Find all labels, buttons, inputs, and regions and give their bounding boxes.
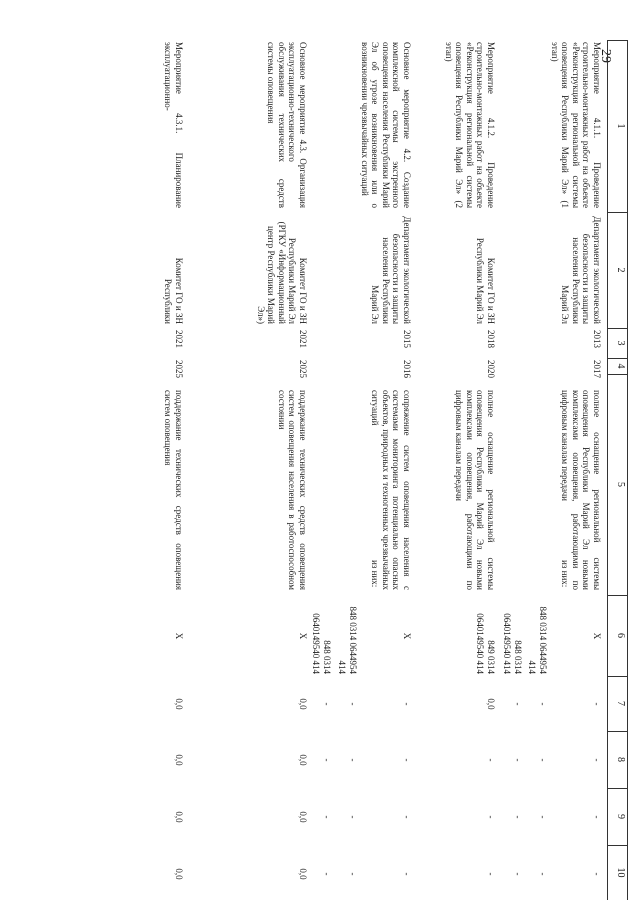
row3-col7-code1: - (348, 702, 358, 706)
row3-col8-total: - (402, 758, 412, 762)
header-bottom-border (607, 40, 608, 900)
header-col-7: 7 (615, 701, 626, 706)
row2-responsible: Комитет ГО и ЗН Республики Марий Эл (475, 237, 496, 324)
row4-expected-result: поддержание технических средств оповещения систем оповещения населения в работоспособном состоянии (277, 390, 308, 590)
row1-col10-code2: - (513, 872, 523, 876)
header-col-2: 2 (615, 267, 626, 273)
row1-label-of-which: из них: (560, 560, 570, 588)
row5-event-name: Мероприятие 4.3.1. Планирование эксплуатационно- (163, 42, 184, 208)
header-col-4: 4 (615, 363, 626, 369)
header-col-5: 5 (615, 482, 626, 487)
row3-expected-result: сопряжение систем оповещения населения с системами мониторинга потенциально опасных объектов, природных и техногенных чрезвычайных ситуаций (370, 390, 412, 590)
row3-col9-code1: - (348, 815, 358, 819)
row1-cost-x: X (592, 632, 602, 640)
row3-cost-x: X (402, 632, 412, 640)
row3-label-of-which: из них: (370, 560, 380, 588)
header-col-10: 10 (615, 867, 626, 878)
row2-budget-code: 849 0314 0640149540 414 (475, 613, 496, 674)
row1-col7-total: - (592, 702, 602, 706)
row4-year-end: 2025 (298, 360, 308, 378)
row2-col10-value: - (486, 872, 496, 876)
header-col-3: 3 (615, 340, 626, 346)
data-table (128, 40, 628, 900)
row3-col10-code1: - (348, 872, 358, 876)
row1-col7-code2: - (513, 702, 523, 706)
table-top-border (627, 40, 628, 900)
header-col-8: 8 (615, 757, 626, 762)
row5-col9-value: 0,0 (174, 811, 184, 823)
row3-col7-total: - (402, 702, 412, 706)
row4-event-name: Основное мероприятие 4.3. Организация эксплуатационно-технического обслуживания технических средств системы оповещения (266, 42, 308, 208)
row4-col10-value: 0,0 (298, 868, 308, 880)
row3-budget-code-1: 848 0314 0644954 414 (337, 606, 358, 674)
row1-col7-code1: - (538, 702, 548, 706)
header-col-1: 1 (615, 123, 626, 129)
row5-year-end: 2025 (174, 360, 184, 378)
row4-year-start: 2021 (298, 330, 308, 348)
row4-responsible: Комитет ГО и ЗН Республики Марий Эл (РГКУ «Информационный центр Республики Марий Эл») (256, 221, 308, 324)
row3-col7-code2: - (322, 702, 332, 706)
row4-col7-value: 0,0 (298, 698, 308, 710)
row1-col9-code1: - (538, 815, 548, 819)
row2-event-name: Мероприятие 4.1.2. Проведение строительно-монтажных работ на объекте «Реконструкция региональной системы оповещения Республики Марий Эл» (2 этап) (444, 42, 496, 208)
row4-col9-value: 0,0 (298, 811, 308, 823)
row1-col10-total: - (592, 872, 602, 876)
row2-year-end: 2020 (486, 360, 496, 378)
row5-cost-x: X (174, 632, 184, 640)
row3-col8-code2: - (322, 758, 332, 762)
row5-responsible: Комитет ГО и ЗН Республики (163, 257, 184, 324)
row1-responsible: Департамент экологической безопасности и защиты населения Республики Марий Эл (560, 216, 602, 324)
row3-col10-total: - (402, 872, 412, 876)
row1-col9-code2: - (513, 815, 523, 819)
row3-year-end: 2016 (402, 360, 412, 378)
row2-year-start: 2018 (486, 330, 496, 348)
row3-col10-code2: - (322, 872, 332, 876)
row3-col9-total: - (402, 815, 412, 819)
header-col-6: 6 (615, 633, 626, 638)
row2-col7-value: 0,0 (486, 698, 496, 710)
row1-year-end: 2017 (592, 360, 602, 378)
row2-col8-value: - (486, 758, 496, 762)
row3-col9-code2: - (322, 815, 332, 819)
row4-cost-x: X (298, 632, 308, 640)
row1-budget-code-1: 848 0314 0644954 414 (527, 606, 548, 674)
row1-col8-total: - (592, 758, 602, 762)
row1-col8-code2: - (513, 758, 523, 762)
row1-expected-result: полное оснащение региональной системы оповещения Республики Марий Эл новыми комплексами оповещения, работающими по цифровым каналам передачи (560, 390, 602, 590)
row2-expected-result: полное оснащение региональной системы оповещения Республики Марий Эл новыми комплексами оповещения, работающими по цифровым каналам передачи (454, 390, 496, 590)
row5-year-start: 2021 (174, 330, 184, 348)
row5-col7-value: 0,0 (174, 698, 184, 710)
page-number: 29 (598, 49, 613, 63)
row3-budget-code-2: 848 0314 0640149540 414 (311, 613, 332, 674)
row3-responsible: Департамент экологической безопасности и защиты населения Республики Марий Эл (370, 216, 412, 324)
row5-col10-value: 0,0 (174, 868, 184, 880)
row1-col8-code1: - (538, 758, 548, 762)
row1-col10-code1: - (538, 872, 548, 876)
row1-year-start: 2013 (592, 330, 602, 348)
header-col-9: 9 (615, 814, 626, 819)
row3-col8-code1: - (348, 758, 358, 762)
row1-event-name: Мероприятие 4.1.1. Проведение строительно-монтажных работ на объекте «Реконструкция региональной системы оповещения Республики Марий Эл» (1 этап) (550, 42, 602, 208)
row5-col8-value: 0,0 (174, 754, 184, 766)
row1-col9-total: - (592, 815, 602, 819)
row5-expected-result: поддержание технических средств оповещения систем оповещения (163, 390, 184, 590)
row4-col8-value: 0,0 (298, 754, 308, 766)
row2-col9-value: - (486, 815, 496, 819)
row3-year-start: 2015 (402, 330, 412, 348)
row1-budget-code-2: 848 0314 0640149540 414 (502, 613, 523, 674)
row3-event-name: Основное мероприятие 4.2. Создание комплексной системы экстренного оповещения населения Республики Марий Эл об угрозе возникновения или о возникновении чрезвычайных ситуаций (360, 42, 412, 208)
